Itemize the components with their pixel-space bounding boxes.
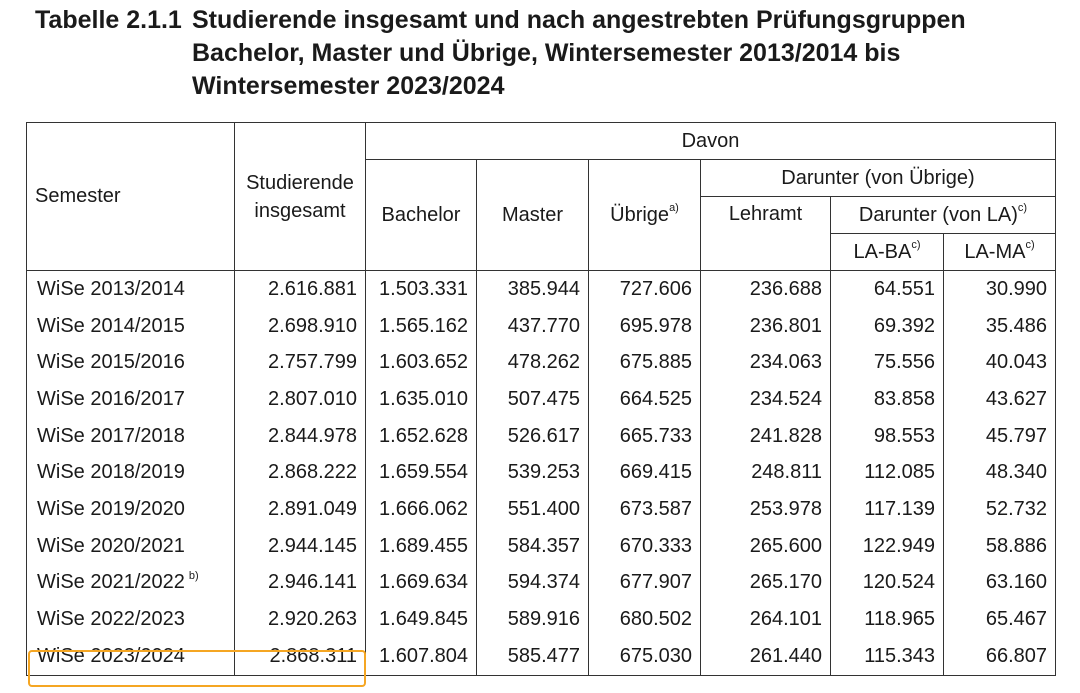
header-studierende — [235, 123, 366, 271]
cell-uebrige: 670.333 — [589, 528, 701, 565]
cell-la-ma: 52.732 — [944, 491, 1056, 528]
cell-studierende: 2.616.881 — [235, 271, 366, 308]
cell-la-ba: 115.343 — [831, 638, 944, 675]
cell-semester-label: WiSe 2022/2023 — [37, 608, 185, 631]
cell-bachelor: 1.669.634 — [366, 565, 477, 602]
table-title — [35, 4, 1065, 103]
cell-semester — [27, 638, 235, 675]
cell-uebrige: 677.907 — [589, 565, 701, 602]
cell-semester-label: WiSe 2020/2021 — [37, 534, 185, 557]
header-la-ma-label: LA-MA — [964, 240, 1026, 263]
header-lehramt: Lehramt — [701, 197, 831, 271]
header-bachelor: Bachelor — [366, 160, 477, 271]
table-caption: Studierende insgesamt und nach angestrebten Prüfungsgruppen Bachelor, Master und Übrige, Wintersemester 2013/2014 bis Wintersemester 2023/2024 — [192, 6, 966, 100]
cell-semester — [27, 418, 235, 455]
table-row — [27, 491, 1056, 528]
cell-la-ma: 43.627 — [944, 381, 1056, 418]
cell-la-ma: 58.886 — [944, 528, 1056, 565]
cell-master: 526.617 — [477, 418, 589, 455]
header-darunter-uebrige: Darunter (von Übrige) — [701, 160, 1056, 197]
cell-semester-label: WiSe 2021/2022 — [37, 571, 185, 594]
header-uebrige-footnote: a) — [669, 201, 679, 214]
cell-master: 539.253 — [477, 454, 589, 491]
cell-bachelor: 1.652.628 — [366, 418, 477, 455]
cell-uebrige: 673.587 — [589, 491, 701, 528]
cell-la-ma: 63.160 — [944, 565, 1056, 602]
table-row — [27, 528, 1056, 565]
cell-uebrige: 727.606 — [589, 271, 701, 308]
cell-lehramt: 248.811 — [701, 454, 831, 491]
cell-lehramt: 236.688 — [701, 271, 831, 308]
cell-semester-label: WiSe 2019/2020 — [37, 497, 185, 520]
cell-semester — [27, 381, 235, 418]
header-la-ma — [944, 234, 1056, 271]
cell-semester — [27, 491, 235, 528]
cell-semester — [27, 454, 235, 491]
header-davon: Davon — [366, 123, 1056, 160]
cell-bachelor: 1.603.652 — [366, 344, 477, 381]
cell-semester — [27, 344, 235, 381]
cell-lehramt: 264.101 — [701, 601, 831, 638]
header-master: Master — [477, 160, 589, 271]
cell-studierende: 2.807.010 — [235, 381, 366, 418]
cell-uebrige: 669.415 — [589, 454, 701, 491]
cell-semester — [27, 528, 235, 565]
cell-lehramt: 265.600 — [701, 528, 831, 565]
cell-la-ma: 40.043 — [944, 344, 1056, 381]
cell-bachelor: 1.565.162 — [366, 308, 477, 345]
cell-studierende: 2.868.311 — [235, 638, 366, 675]
students-table — [26, 122, 1056, 676]
cell-la-ma: 45.797 — [944, 418, 1056, 455]
cell-la-ba: 120.524 — [831, 565, 944, 602]
cell-la-ba: 122.949 — [831, 528, 944, 565]
cell-la-ma: 48.340 — [944, 454, 1056, 491]
cell-studierende: 2.868.222 — [235, 454, 366, 491]
cell-lehramt: 265.170 — [701, 565, 831, 602]
cell-master: 594.374 — [477, 565, 589, 602]
cell-uebrige: 675.030 — [589, 638, 701, 675]
header-darunter-la-footnote: c) — [1017, 201, 1028, 214]
cell-bachelor: 1.659.554 — [366, 454, 477, 491]
cell-semester-label: WiSe 2017/2018 — [37, 424, 185, 447]
cell-uebrige: 680.502 — [589, 601, 701, 638]
cell-studierende: 2.757.799 — [235, 344, 366, 381]
cell-la-ba: 98.553 — [831, 418, 944, 455]
cell-bachelor: 1.635.010 — [366, 381, 477, 418]
header-la-ba — [831, 234, 944, 271]
table-row — [27, 638, 1056, 675]
cell-semester-label: WiSe 2023/2024 — [37, 644, 185, 667]
cell-uebrige: 665.733 — [589, 418, 701, 455]
cell-bachelor: 1.689.455 — [366, 528, 477, 565]
cell-studierende: 2.946.141 — [235, 565, 366, 602]
table-row — [27, 601, 1056, 638]
cell-lehramt: 241.828 — [701, 418, 831, 455]
cell-semester-label: WiSe 2014/2015 — [37, 314, 185, 337]
cell-semester-footnote: b) — [188, 569, 199, 582]
cell-master: 385.944 — [477, 271, 589, 308]
cell-semester-label: WiSe 2018/2019 — [37, 461, 185, 484]
cell-bachelor: 1.607.804 — [366, 638, 477, 675]
cell-semester — [27, 271, 235, 308]
cell-semester — [27, 565, 235, 602]
header-darunter-la-label: Darunter (von LA) — [858, 203, 1018, 226]
cell-lehramt: 261.440 — [701, 638, 831, 675]
cell-la-ba: 118.965 — [831, 601, 944, 638]
cell-master: 551.400 — [477, 491, 589, 528]
cell-uebrige: 675.885 — [589, 344, 701, 381]
cell-master: 585.477 — [477, 638, 589, 675]
header-uebrige-label: Übrige — [610, 203, 670, 226]
table-row — [27, 344, 1056, 381]
cell-master: 478.262 — [477, 344, 589, 381]
cell-bachelor: 1.666.062 — [366, 491, 477, 528]
header-la-ba-footnote: c) — [911, 238, 921, 251]
cell-studierende: 2.844.978 — [235, 418, 366, 455]
header-la-ba-label: LA-BA — [853, 240, 912, 263]
table-row — [27, 308, 1056, 345]
cell-master: 437.770 — [477, 308, 589, 345]
cell-studierende: 2.891.049 — [235, 491, 366, 528]
cell-lehramt: 236.801 — [701, 308, 831, 345]
cell-la-ma: 30.990 — [944, 271, 1056, 308]
header-uebrige — [589, 160, 701, 271]
cell-semester — [27, 601, 235, 638]
cell-master: 507.475 — [477, 381, 589, 418]
cell-la-ba: 112.085 — [831, 454, 944, 491]
cell-la-ba: 75.556 — [831, 344, 944, 381]
cell-studierende: 2.698.910 — [235, 308, 366, 345]
cell-studierende: 2.920.263 — [235, 601, 366, 638]
header-studierende-label: Studierende insgesamt — [246, 171, 354, 222]
cell-lehramt: 253.978 — [701, 491, 831, 528]
cell-la-ba: 69.392 — [831, 308, 944, 345]
cell-la-ma: 66.807 — [944, 638, 1056, 675]
cell-semester-label: WiSe 2015/2016 — [37, 351, 185, 374]
cell-la-ba: 83.858 — [831, 381, 944, 418]
header-semester: Semester — [27, 123, 235, 271]
cell-master: 584.357 — [477, 528, 589, 565]
header-darunter-la — [831, 197, 1056, 234]
cell-la-ma: 65.467 — [944, 601, 1056, 638]
cell-master: 589.916 — [477, 601, 589, 638]
table-number: Tabelle 2.1.1 — [35, 6, 182, 34]
cell-la-ba: 64.551 — [831, 271, 944, 308]
table-row — [27, 271, 1056, 308]
cell-semester-label: WiSe 2016/2017 — [37, 387, 185, 410]
table-row — [27, 418, 1056, 455]
cell-la-ba: 117.139 — [831, 491, 944, 528]
cell-uebrige: 664.525 — [589, 381, 701, 418]
cell-lehramt: 234.063 — [701, 344, 831, 381]
cell-semester-label: WiSe 2013/2014 — [37, 277, 185, 300]
cell-uebrige: 695.978 — [589, 308, 701, 345]
cell-la-ma: 35.486 — [944, 308, 1056, 345]
cell-semester — [27, 308, 235, 345]
table-row — [27, 565, 1056, 602]
cell-bachelor: 1.503.331 — [366, 271, 477, 308]
header-la-ma-footnote: c) — [1025, 238, 1035, 251]
table-body — [27, 271, 1056, 676]
cell-studierende: 2.944.145 — [235, 528, 366, 565]
cell-bachelor: 1.649.845 — [366, 601, 477, 638]
table-row — [27, 454, 1056, 491]
table-row — [27, 381, 1056, 418]
cell-lehramt: 234.524 — [701, 381, 831, 418]
